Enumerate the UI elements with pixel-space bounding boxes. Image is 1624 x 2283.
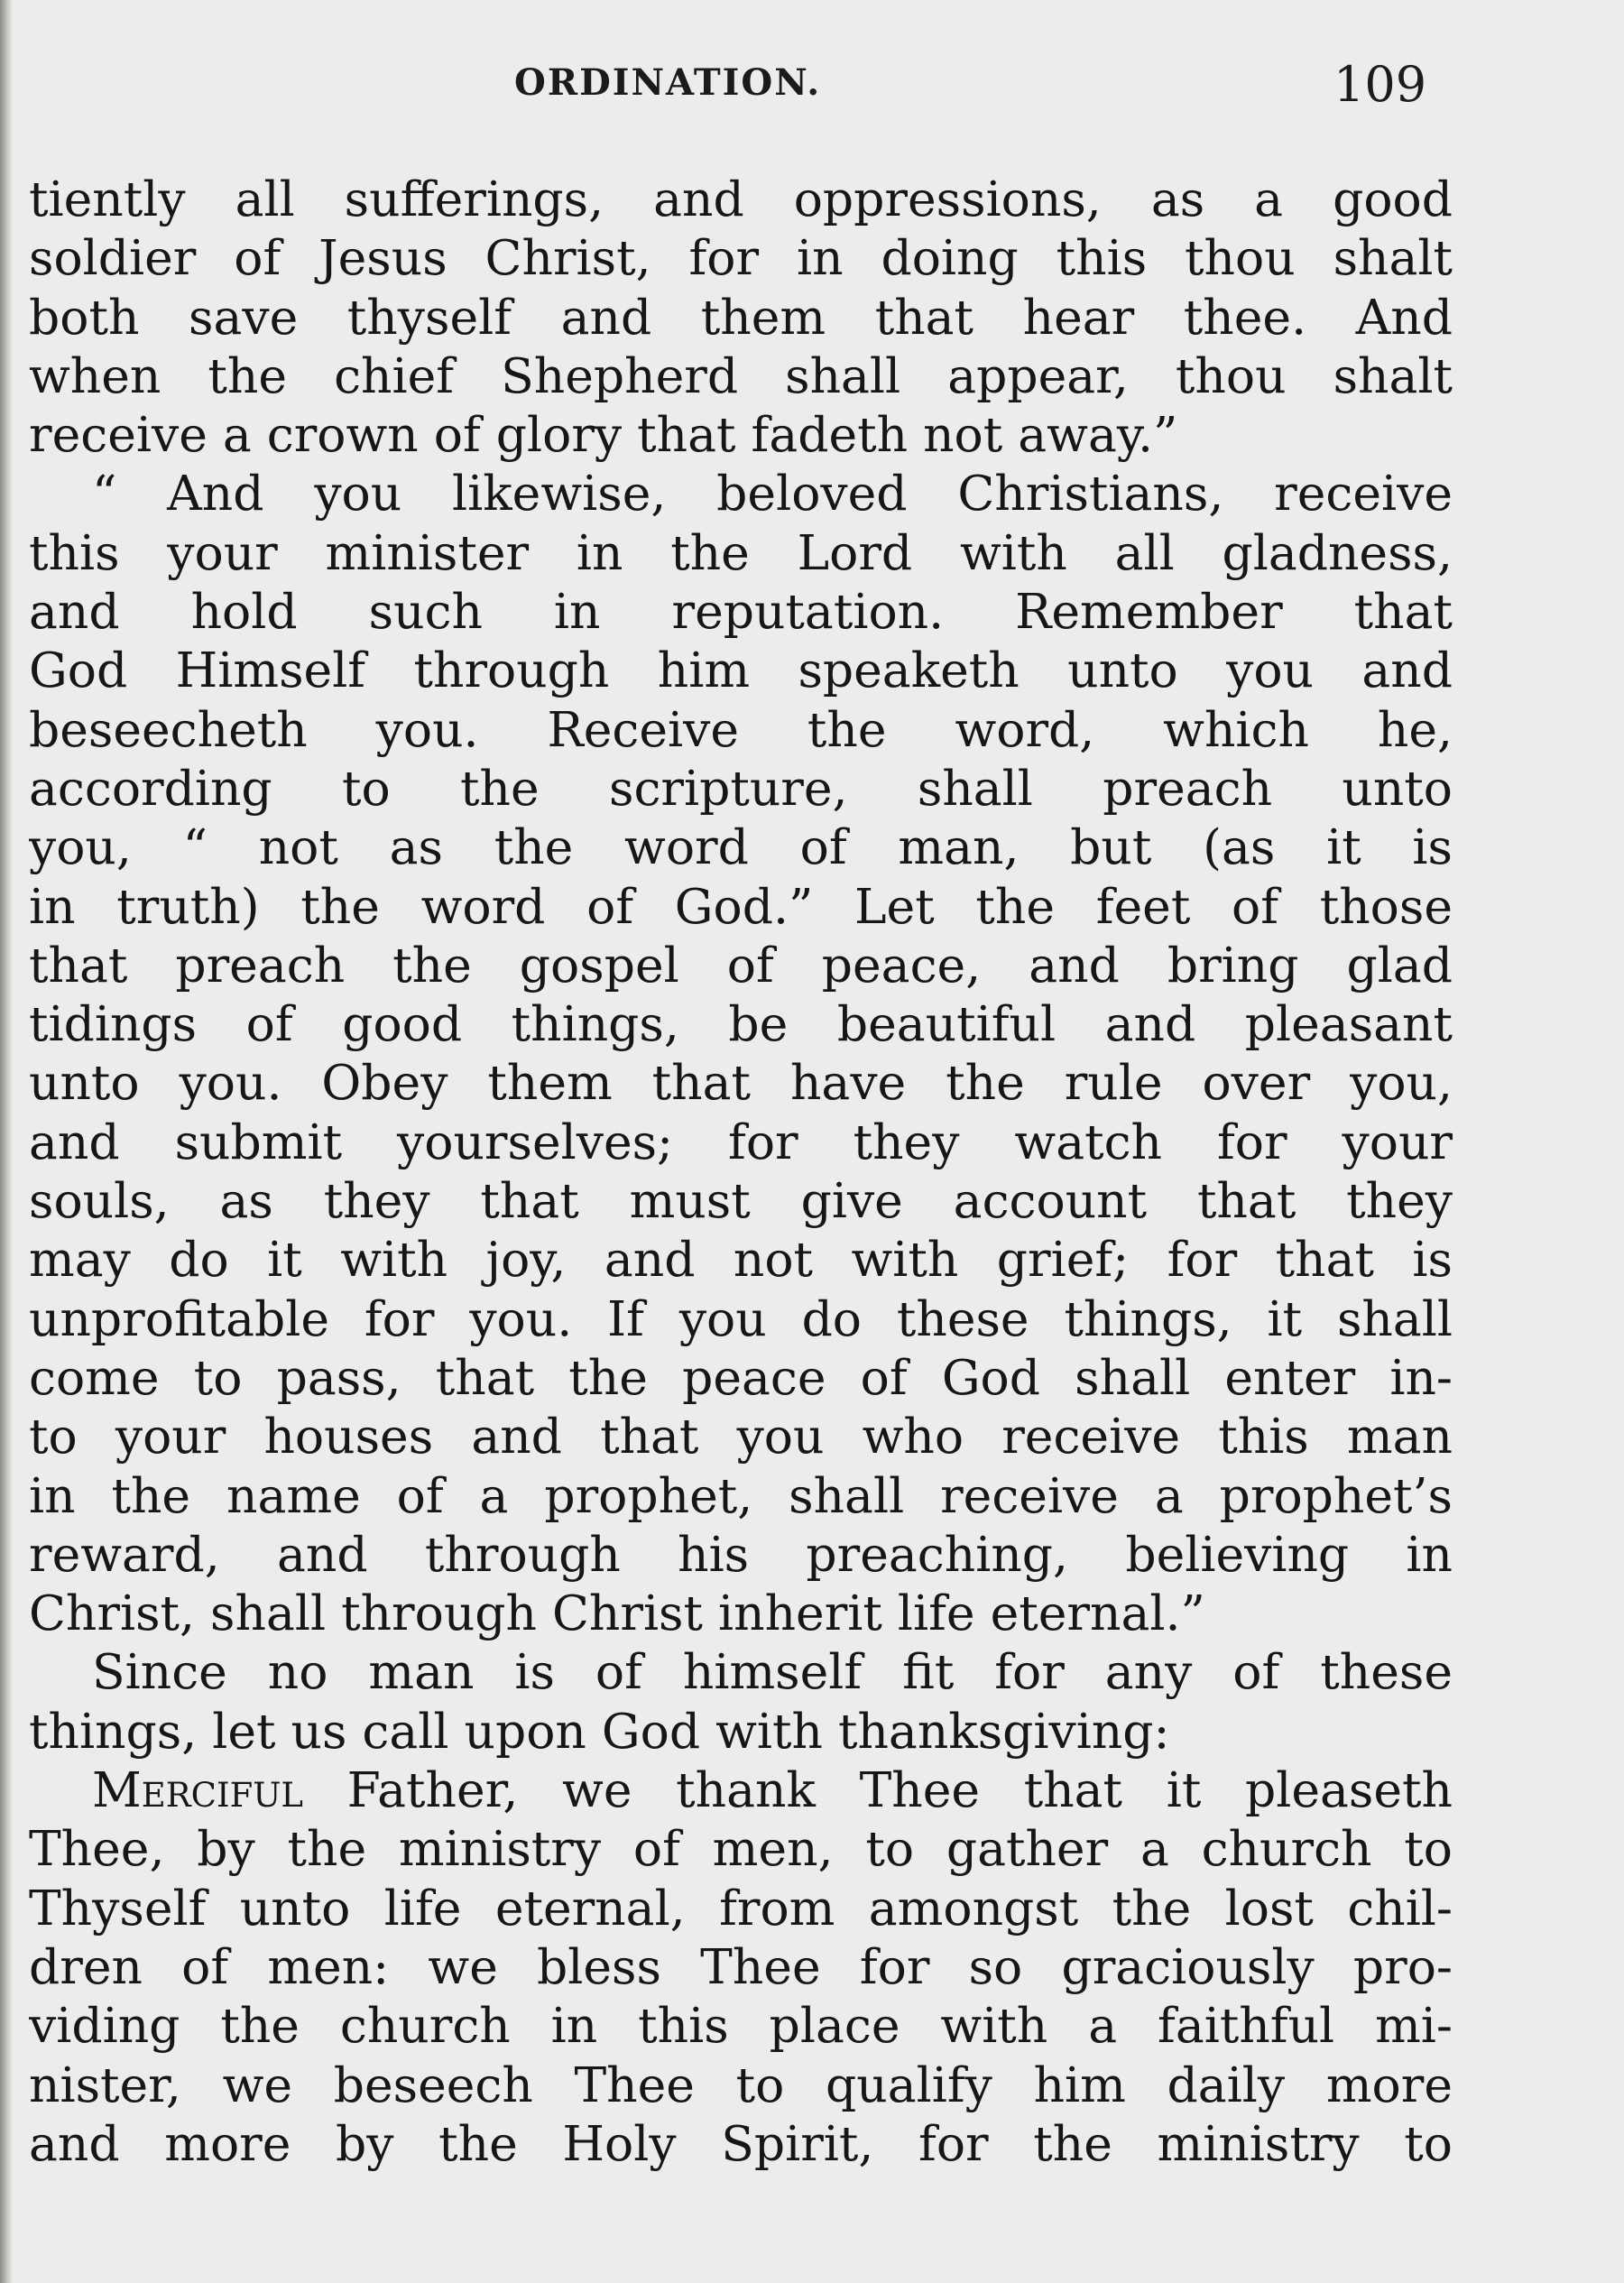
text-line: according to the scripture, shall preach unto [29,759,1453,817]
text-line: come to pass, that the peace of God shall enter in- [29,1348,1453,1406]
text-line: to your houses and that you who receive this man [29,1408,1453,1465]
text-line: nister, we beseech Thee to qualify him daily more [29,2056,1453,2113]
text-line: beseecheth you. Receive the word, which he, [29,700,1453,758]
body-text [29,170,1453,2173]
running-head: ORDINATION. [514,61,822,104]
text-line: things, let us call upon God with thanksgiving: [29,1702,1170,1760]
text-line: when the chief Shepherd shall appear, thou shalt [29,347,1453,404]
text-line: and hold such in reputation. Remember that [29,583,1453,641]
page-header [0,56,1624,119]
text-line: soldier of Jesus Christ, for in doing this thou shalt [29,229,1453,287]
text-line: viding the church in this place with a faithful mi- [29,1997,1453,2055]
text-line: dren of men: we bless Thee for so graciously pro- [29,1937,1453,1995]
prayer-opening-word: Merciful [92,1761,303,1819]
text-line: Christ, shall through Christ inherit life eternal.” [29,1585,1205,1642]
text-line: tidings of good things, be beautiful and pleasant [29,995,1453,1053]
text-line: unto you. Obey them that have the rule over you, [29,1054,1453,1112]
prayer-first-line-text: Father, we thank Thee that it pleaseth [346,1761,1453,1819]
text-line: and more by the Holy Spirit, for the ministry to [29,2114,1453,2172]
text-line: Thyself unto life eternal, from amongst the lost chil- [29,1879,1453,1936]
text-line: souls, as they that must give account that they [29,1172,1453,1230]
text-line: in the name of a prophet, shall receive a prophet’s [29,1466,1453,1524]
binding-shadow [0,0,13,2283]
prayer-start-line [29,1761,1453,1819]
text-line: both save thyself and them that hear thee. And [29,288,1453,346]
text-line: unprofitable for you. If you do these things, it shall [29,1289,1453,1347]
page-number: 109 [1333,56,1427,113]
text-line: reward, and through his preaching, believing in [29,1525,1453,1583]
text-line: receive a crown of glory that fadeth not away.” [29,406,1178,464]
text-line: and submit yourselves; for they watch for your [29,1113,1453,1170]
paragraph-start-line: Since no man is of himself fit for any of these [92,1643,1453,1701]
text-line: God Himself through him speaketh unto you and [29,642,1453,699]
text-line: in truth) the word of God.” Let the feet of those [29,877,1453,935]
text-line: that preach the gospel of peace, and bring glad [29,936,1453,994]
text-line: Thee, by the ministry of men, to gather a church to [29,1820,1453,1878]
text-line: tiently all sufferings, and oppressions, as a good [29,171,1453,227]
paragraph-start-line: “ And you likewise, beloved Christians, receive [92,465,1453,522]
text-line: may do it with joy, and not with grief; for that is [29,1231,1453,1289]
text-line: this your minister in the Lord with all gladness, [29,523,1453,581]
text-line: you, “ not as the word of man, but (as it is [29,818,1453,876]
